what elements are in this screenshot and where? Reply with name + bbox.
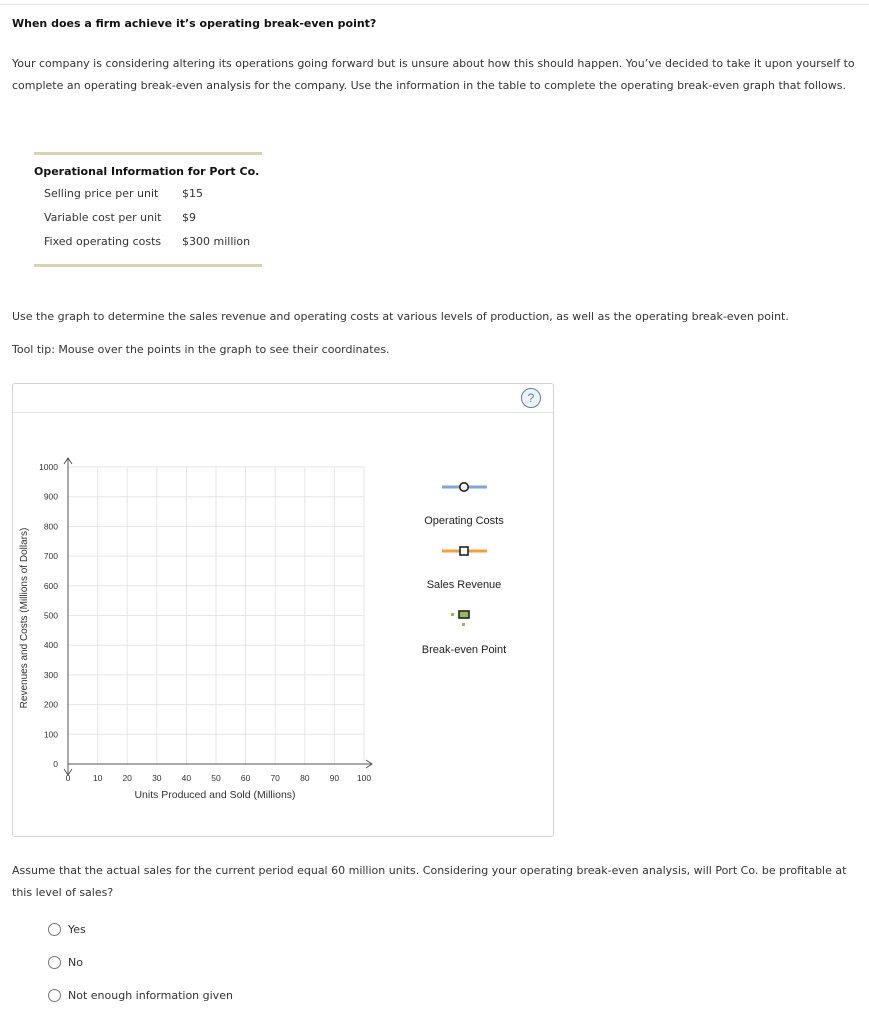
y-tick-label: 700 xyxy=(43,551,58,562)
break-even-marker-icon xyxy=(459,611,469,618)
graph-instruction: Use the graph to determine the sales revenue and operating costs at various levels of production, as well as the operating break-even point. xyxy=(12,310,789,323)
help-icon[interactable]: ? xyxy=(521,388,541,408)
x-tick-label: 40 xyxy=(181,773,192,783)
radio-button[interactable] xyxy=(48,989,61,1002)
y-tick-label: 200 xyxy=(43,699,58,710)
tooltip-note: Tool tip: Mouse over the points in the graph to see their coordinates. xyxy=(12,343,390,356)
x-tick-label: 70 xyxy=(270,773,280,783)
answer-not-enough-info[interactable] xyxy=(48,988,233,1004)
row-label: Selling price per unit xyxy=(44,187,159,200)
x-tick-labels xyxy=(66,773,372,783)
table-row xyxy=(34,230,262,254)
sales-revenue-square-icon xyxy=(460,547,468,555)
break-even-dash-left xyxy=(451,613,454,616)
y-tick-label: 300 xyxy=(43,669,58,680)
y-tick-label: 100 xyxy=(43,729,58,740)
row-label: Fixed operating costs xyxy=(44,235,162,248)
y-tick-label: 800 xyxy=(43,521,58,532)
profit-question: Assume that the actual sales for the current period equal 60 million units. Considering your operating break-even analysis, will Port Co. be profitable at this level of sales? xyxy=(12,864,847,899)
table-top-rule xyxy=(34,152,262,155)
y-tick-label: 600 xyxy=(43,580,58,591)
x-tick-label: 0 xyxy=(65,773,71,783)
table-row xyxy=(34,182,262,206)
chart-axes xyxy=(64,458,372,775)
radio-button[interactable] xyxy=(48,956,61,969)
row-value: $15 xyxy=(182,187,203,200)
table-bottom-rule xyxy=(34,264,262,267)
break-even-chart[interactable] xyxy=(13,384,553,836)
operational-info-table xyxy=(34,152,262,267)
graph-tool xyxy=(12,383,554,837)
y-axis-label: Revenues and Costs (Millions of Dollars) xyxy=(19,527,30,709)
legend-sales-revenue-label: Sales Revenue xyxy=(426,579,502,591)
y-tick-label: 900 xyxy=(43,491,58,502)
row-value: $300 million xyxy=(182,235,251,248)
x-tick-label: 60 xyxy=(240,773,251,783)
top-divider xyxy=(0,4,869,5)
legend-break-even[interactable] xyxy=(422,611,506,656)
chart-grid xyxy=(68,467,364,764)
x-tick-label: 20 xyxy=(122,773,132,783)
operating-costs-circle-icon xyxy=(460,483,468,491)
answer-label: Yes xyxy=(68,923,86,936)
y-tick-label: 1000 xyxy=(39,462,58,472)
radio-button[interactable] xyxy=(48,923,61,936)
x-tick-label: 50 xyxy=(211,773,221,783)
break-even-dash-bottom xyxy=(462,623,465,626)
x-tick-label: 10 xyxy=(92,773,103,783)
y-tick-labels xyxy=(39,462,58,769)
table-title: Operational Information for Port Co. xyxy=(34,165,260,178)
answer-label: No xyxy=(68,956,83,969)
table-row xyxy=(34,206,262,230)
x-tick-label: 30 xyxy=(152,773,162,783)
x-tick-label: 80 xyxy=(300,773,310,783)
y-tick-label: 0 xyxy=(53,759,58,769)
x-tick-label: 90 xyxy=(329,773,340,783)
legend-sales-revenue[interactable] xyxy=(427,547,502,591)
answer-no[interactable] xyxy=(48,955,83,971)
row-label: Variable cost per unit xyxy=(44,211,162,224)
x-tick-label: 100 xyxy=(356,773,372,783)
y-tick-label: 500 xyxy=(43,610,58,621)
y-tick-label: 400 xyxy=(43,640,58,651)
x-axis-label: Units Produced and Sold (Millions) xyxy=(134,789,296,801)
answer-label: Not enough information given xyxy=(68,989,233,1002)
answer-yes[interactable] xyxy=(48,922,86,938)
question-intro: Your company is considering altering its operations going forward but is unsure about how this should happen. You’ve decided to take it upon yourself to complete an operating break-even analysis for the company. Use the information in the table to complete the operating break-even graph that follows. xyxy=(12,57,855,92)
row-value: $9 xyxy=(182,211,196,224)
legend-operating-costs[interactable] xyxy=(424,483,504,527)
legend-operating-costs-label: Operating Costs xyxy=(424,515,504,527)
question-title: When does a firm achieve it’s operating break-even point? xyxy=(12,17,377,30)
legend-break-even-label: Break-even Point xyxy=(421,644,507,656)
